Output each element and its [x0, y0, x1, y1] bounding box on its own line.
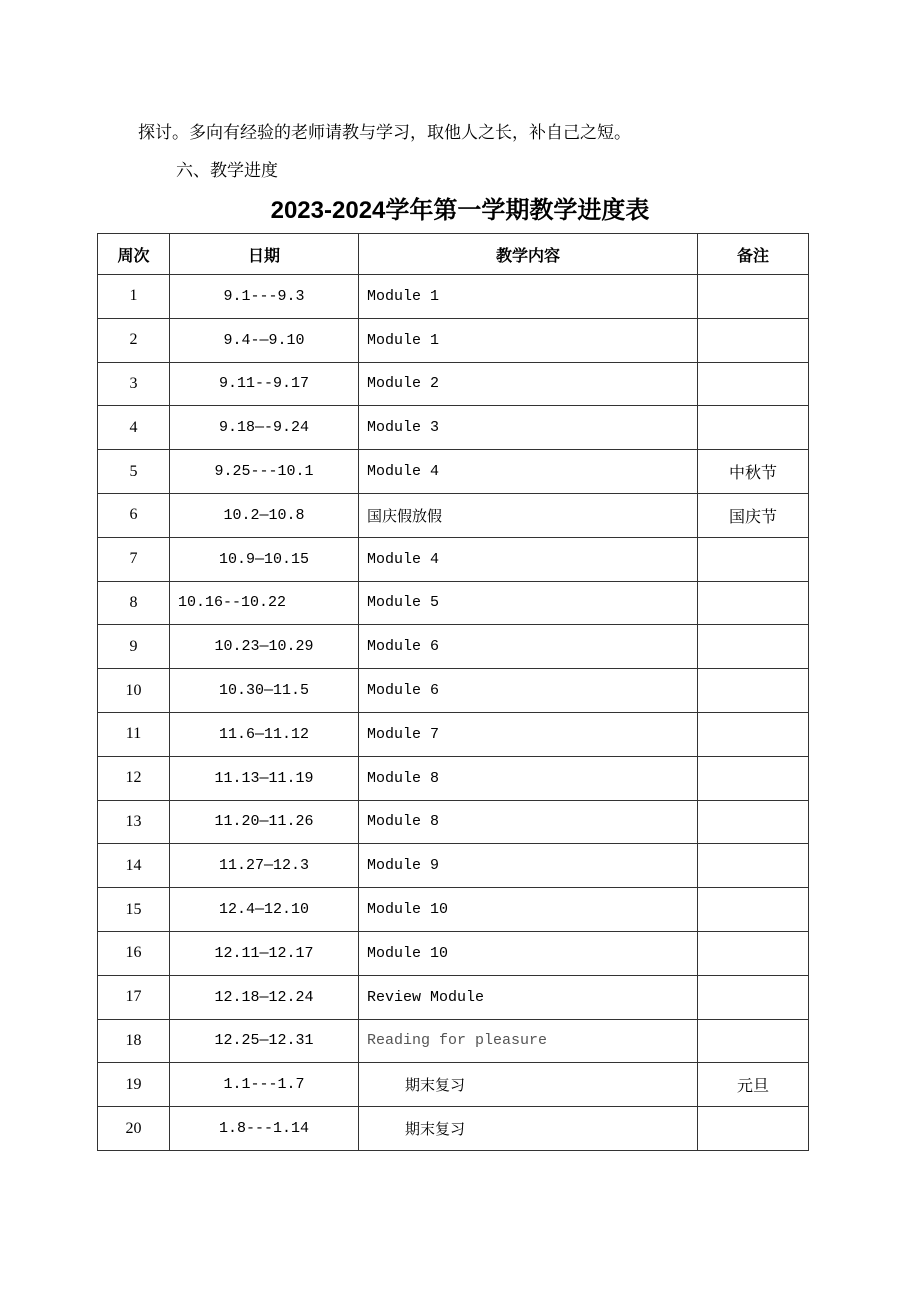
content-cell: Module 1 — [359, 318, 698, 362]
date-cell: 9.11--9.17 — [170, 362, 359, 406]
date-cell: 11.6—11.12 — [170, 712, 359, 756]
date-cell: 12.11—12.17 — [170, 931, 359, 975]
week-cell: 6 — [98, 493, 170, 537]
header-date: 日期 — [170, 234, 359, 275]
table-row — [98, 756, 809, 800]
notes-cell — [698, 406, 809, 450]
table-row — [98, 844, 809, 888]
notes-cell — [698, 800, 809, 844]
date-cell: 11.13—11.19 — [170, 756, 359, 800]
notes-cell — [698, 275, 809, 319]
content-cell: 期末复习 — [359, 1107, 698, 1151]
notes-cell — [698, 756, 809, 800]
week-cell: 14 — [98, 844, 170, 888]
notes-cell — [698, 581, 809, 625]
week-cell: 9 — [98, 625, 170, 669]
header-week: 周次 — [98, 234, 170, 275]
date-cell: 9.18—-9.24 — [170, 406, 359, 450]
date-cell: 1.8---1.14 — [170, 1107, 359, 1151]
notes-cell — [698, 1107, 809, 1151]
date-cell: 12.25—12.31 — [170, 1019, 359, 1063]
notes-cell — [698, 888, 809, 932]
intro-paragraph: 探讨。多向有经验的老师请教与学习，取他人之长，补自己之短。 — [138, 123, 631, 143]
table-header-row — [98, 234, 809, 275]
date-cell: 11.27—12.3 — [170, 844, 359, 888]
section-heading: 六、教学进度 — [176, 161, 278, 181]
date-cell: 9.4-—9.10 — [170, 318, 359, 362]
table-row — [98, 406, 809, 450]
header-content: 教学内容 — [359, 234, 698, 275]
date-cell: 12.4—12.10 — [170, 888, 359, 932]
table-row — [98, 669, 809, 713]
content-cell: Module 9 — [359, 844, 698, 888]
week-cell: 11 — [98, 712, 170, 756]
table-row — [98, 362, 809, 406]
table-row — [98, 800, 809, 844]
table-row — [98, 1063, 809, 1107]
table-row — [98, 625, 809, 669]
content-cell: Module 8 — [359, 756, 698, 800]
week-cell: 2 — [98, 318, 170, 362]
week-cell: 8 — [98, 581, 170, 625]
content-cell: Module 4 — [359, 537, 698, 581]
notes-cell — [698, 931, 809, 975]
notes-cell — [698, 362, 809, 406]
table-row — [98, 450, 809, 494]
content-cell: Module 8 — [359, 800, 698, 844]
content-cell: Module 6 — [359, 669, 698, 713]
notes-cell — [698, 844, 809, 888]
week-cell: 15 — [98, 888, 170, 932]
week-cell: 7 — [98, 537, 170, 581]
content-cell: Module 3 — [359, 406, 698, 450]
week-cell: 20 — [98, 1107, 170, 1151]
date-cell: 10.16--10.22 — [170, 581, 359, 625]
week-cell: 13 — [98, 800, 170, 844]
week-cell: 19 — [98, 1063, 170, 1107]
content-cell: Module 4 — [359, 450, 698, 494]
notes-cell — [698, 975, 809, 1019]
table-row — [98, 537, 809, 581]
table-title: 2023-2024学年第一学期教学进度表 — [270, 197, 650, 224]
week-cell: 17 — [98, 975, 170, 1019]
date-cell: 10.30—11.5 — [170, 669, 359, 713]
week-cell: 18 — [98, 1019, 170, 1063]
content-cell: Module 10 — [359, 931, 698, 975]
content-cell: 期末复习 — [359, 1063, 698, 1107]
schedule-table — [97, 233, 809, 1151]
content-cell: Module 7 — [359, 712, 698, 756]
week-cell: 5 — [98, 450, 170, 494]
week-cell: 4 — [98, 406, 170, 450]
week-cell: 16 — [98, 931, 170, 975]
header-notes: 备注 — [698, 234, 809, 275]
week-cell: 3 — [98, 362, 170, 406]
table-row — [98, 1019, 809, 1063]
date-cell: 10.2—10.8 — [170, 493, 359, 537]
notes-cell — [698, 669, 809, 713]
table-row — [98, 581, 809, 625]
table-row — [98, 931, 809, 975]
week-cell: 12 — [98, 756, 170, 800]
date-cell: 1.1---1.7 — [170, 1063, 359, 1107]
content-cell: Module 6 — [359, 625, 698, 669]
content-cell: Module 1 — [359, 275, 698, 319]
notes-cell — [698, 537, 809, 581]
date-cell: 9.1---9.3 — [170, 275, 359, 319]
table-row — [98, 275, 809, 319]
date-cell: 10.23—10.29 — [170, 625, 359, 669]
table-row — [98, 712, 809, 756]
content-cell: Review Module — [359, 975, 698, 1019]
notes-cell — [698, 1019, 809, 1063]
notes-cell — [698, 625, 809, 669]
notes-cell — [698, 318, 809, 362]
content-cell: Module 10 — [359, 888, 698, 932]
notes-cell: 国庆节 — [698, 493, 809, 537]
date-cell: 11.20—11.26 — [170, 800, 359, 844]
date-cell: 12.18—12.24 — [170, 975, 359, 1019]
table-row — [98, 493, 809, 537]
table-row — [98, 318, 809, 362]
week-cell: 10 — [98, 669, 170, 713]
table-row — [98, 888, 809, 932]
content-cell: Module 2 — [359, 362, 698, 406]
content-cell: 国庆假放假 — [359, 493, 698, 537]
notes-cell: 元旦 — [698, 1063, 809, 1107]
content-cell: Reading for pleasure — [359, 1019, 698, 1063]
table-row — [98, 975, 809, 1019]
date-cell: 10.9—10.15 — [170, 537, 359, 581]
notes-cell: 中秋节 — [698, 450, 809, 494]
content-cell: Module 5 — [359, 581, 698, 625]
notes-cell — [698, 712, 809, 756]
week-cell: 1 — [98, 275, 170, 319]
date-cell: 9.25---10.1 — [170, 450, 359, 494]
table-row — [98, 1107, 809, 1151]
